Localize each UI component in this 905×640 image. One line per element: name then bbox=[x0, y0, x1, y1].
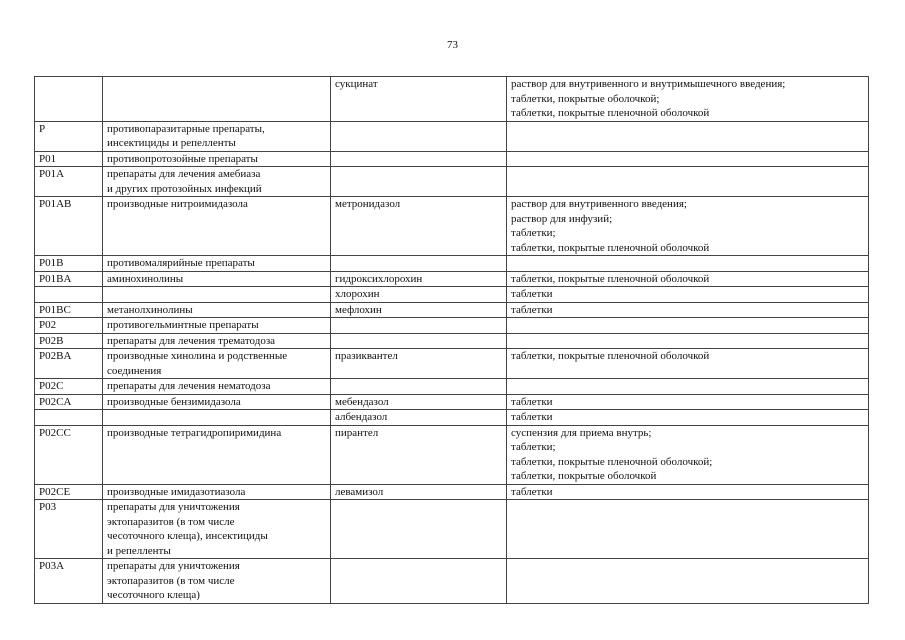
table-row bbox=[35, 77, 869, 122]
dosage-forms-cell bbox=[507, 379, 869, 395]
drug-name-cell: албендазол bbox=[331, 410, 507, 426]
atc-code-cell: P01BC bbox=[35, 302, 103, 318]
dosage-forms-cell: таблетки bbox=[507, 410, 869, 426]
table-row bbox=[35, 394, 869, 410]
group-name-cell: препараты для лечения трематодоза bbox=[103, 333, 331, 349]
table-row bbox=[35, 333, 869, 349]
dosage-forms-cell: раствор для внутривенного и внутримышечного введения; таблетки, покрытые оболочкой; таблетки, покрытые пленочной оболочкой bbox=[507, 77, 869, 122]
group-name-cell: противогельминтные препараты bbox=[103, 318, 331, 334]
dosage-forms-cell bbox=[507, 121, 869, 151]
drug-name-cell: празиквантел bbox=[331, 349, 507, 379]
drug-name-cell: мефлохин bbox=[331, 302, 507, 318]
group-name-cell: производные тетрагидропиримидина bbox=[103, 425, 331, 484]
drug-name-cell: метронидазол bbox=[331, 197, 507, 256]
group-name-cell bbox=[103, 287, 331, 303]
dosage-forms-cell: таблетки bbox=[507, 394, 869, 410]
group-name-cell: препараты для лечения нематодоза bbox=[103, 379, 331, 395]
drug-name-cell: левамизол bbox=[331, 484, 507, 500]
group-name-cell: метанолхинолины bbox=[103, 302, 331, 318]
atc-code-cell: P01BA bbox=[35, 271, 103, 287]
atc-code-cell: P01A bbox=[35, 167, 103, 197]
table-row bbox=[35, 500, 869, 559]
table-row bbox=[35, 151, 869, 167]
table-row bbox=[35, 425, 869, 484]
group-name-cell: противопаразитарные препараты, инсектициды и репелленты bbox=[103, 121, 331, 151]
group-name-cell: препараты для лечения амебиаза и других протозойных инфекций bbox=[103, 167, 331, 197]
table-row bbox=[35, 287, 869, 303]
drug-name-cell bbox=[331, 151, 507, 167]
drug-name-cell bbox=[331, 559, 507, 604]
group-name-cell: производные бензимидазола bbox=[103, 394, 331, 410]
table-row bbox=[35, 559, 869, 604]
group-name-cell: производные нитроимидазола bbox=[103, 197, 331, 256]
dosage-forms-cell: таблетки, покрытые пленочной оболочкой bbox=[507, 271, 869, 287]
dosage-forms-cell bbox=[507, 151, 869, 167]
drug-name-cell: гидроксихлорохин bbox=[331, 271, 507, 287]
drug-name-cell bbox=[331, 318, 507, 334]
dosage-forms-cell bbox=[507, 167, 869, 197]
page-number: 73 bbox=[447, 39, 458, 51]
group-name-cell: противопротозойные препараты bbox=[103, 151, 331, 167]
drug-name-cell: пирантел bbox=[331, 425, 507, 484]
atc-code-cell: P03 bbox=[35, 500, 103, 559]
atc-code-cell: P02B bbox=[35, 333, 103, 349]
group-name-cell: производные хинолина и родственные соединения bbox=[103, 349, 331, 379]
group-name-cell: препараты для уничтожения эктопаразитов (в том числе чесоточного клеща) bbox=[103, 559, 331, 604]
atc-code-cell bbox=[35, 77, 103, 122]
drug-name-cell bbox=[331, 379, 507, 395]
dosage-forms-cell: таблетки bbox=[507, 287, 869, 303]
atc-code-cell bbox=[35, 287, 103, 303]
table-row bbox=[35, 121, 869, 151]
table-row bbox=[35, 167, 869, 197]
table-row bbox=[35, 197, 869, 256]
dosage-forms-cell bbox=[507, 333, 869, 349]
drug-name-cell: мебендазол bbox=[331, 394, 507, 410]
atc-code-cell: P02CE bbox=[35, 484, 103, 500]
atc-code-cell: P01AB bbox=[35, 197, 103, 256]
atc-code-cell: P01B bbox=[35, 256, 103, 272]
dosage-forms-cell: суспензия для приема внутрь; таблетки; таблетки, покрытые пленочной оболочкой; таблетки, покрытые оболочкой bbox=[507, 425, 869, 484]
atc-code-cell: P02CC bbox=[35, 425, 103, 484]
atc-code-cell: P02C bbox=[35, 379, 103, 395]
drug-name-cell bbox=[331, 167, 507, 197]
dosage-forms-cell: таблетки bbox=[507, 302, 869, 318]
atc-code-cell: P01 bbox=[35, 151, 103, 167]
dosage-forms-cell: таблетки, покрытые пленочной оболочкой bbox=[507, 349, 869, 379]
group-name-cell: аминохинолины bbox=[103, 271, 331, 287]
atc-code-cell: P02 bbox=[35, 318, 103, 334]
dosage-forms-cell bbox=[507, 256, 869, 272]
drug-name-cell: сукцинат bbox=[331, 77, 507, 122]
group-name-cell: противомалярийные препараты bbox=[103, 256, 331, 272]
drug-name-cell bbox=[331, 256, 507, 272]
table-row bbox=[35, 410, 869, 426]
table-row bbox=[35, 349, 869, 379]
atc-code-cell: P02BA bbox=[35, 349, 103, 379]
atc-code-cell: P03A bbox=[35, 559, 103, 604]
table-row bbox=[35, 302, 869, 318]
group-name-cell bbox=[103, 77, 331, 122]
table-row bbox=[35, 318, 869, 334]
table-row bbox=[35, 379, 869, 395]
drug-name-cell bbox=[331, 500, 507, 559]
drug-name-cell bbox=[331, 121, 507, 151]
atc-code-cell: P bbox=[35, 121, 103, 151]
group-name-cell bbox=[103, 410, 331, 426]
group-name-cell: препараты для уничтожения эктопаразитов (в том числе чесоточного клеща), инсектициды и репелленты bbox=[103, 500, 331, 559]
table-row bbox=[35, 484, 869, 500]
table-row bbox=[35, 256, 869, 272]
drug-name-cell: хлорохин bbox=[331, 287, 507, 303]
dosage-forms-cell bbox=[507, 559, 869, 604]
dosage-forms-cell: таблетки bbox=[507, 484, 869, 500]
dosage-forms-cell bbox=[507, 318, 869, 334]
drug-classification-table bbox=[34, 76, 869, 604]
group-name-cell: производные имидазотиазола bbox=[103, 484, 331, 500]
atc-code-cell: P02CA bbox=[35, 394, 103, 410]
atc-code-cell bbox=[35, 410, 103, 426]
drug-name-cell bbox=[331, 333, 507, 349]
table-row bbox=[35, 271, 869, 287]
dosage-forms-cell: раствор для внутривенного введения; раствор для инфузий; таблетки; таблетки, покрытые пленочной оболочкой bbox=[507, 197, 869, 256]
dosage-forms-cell bbox=[507, 500, 869, 559]
